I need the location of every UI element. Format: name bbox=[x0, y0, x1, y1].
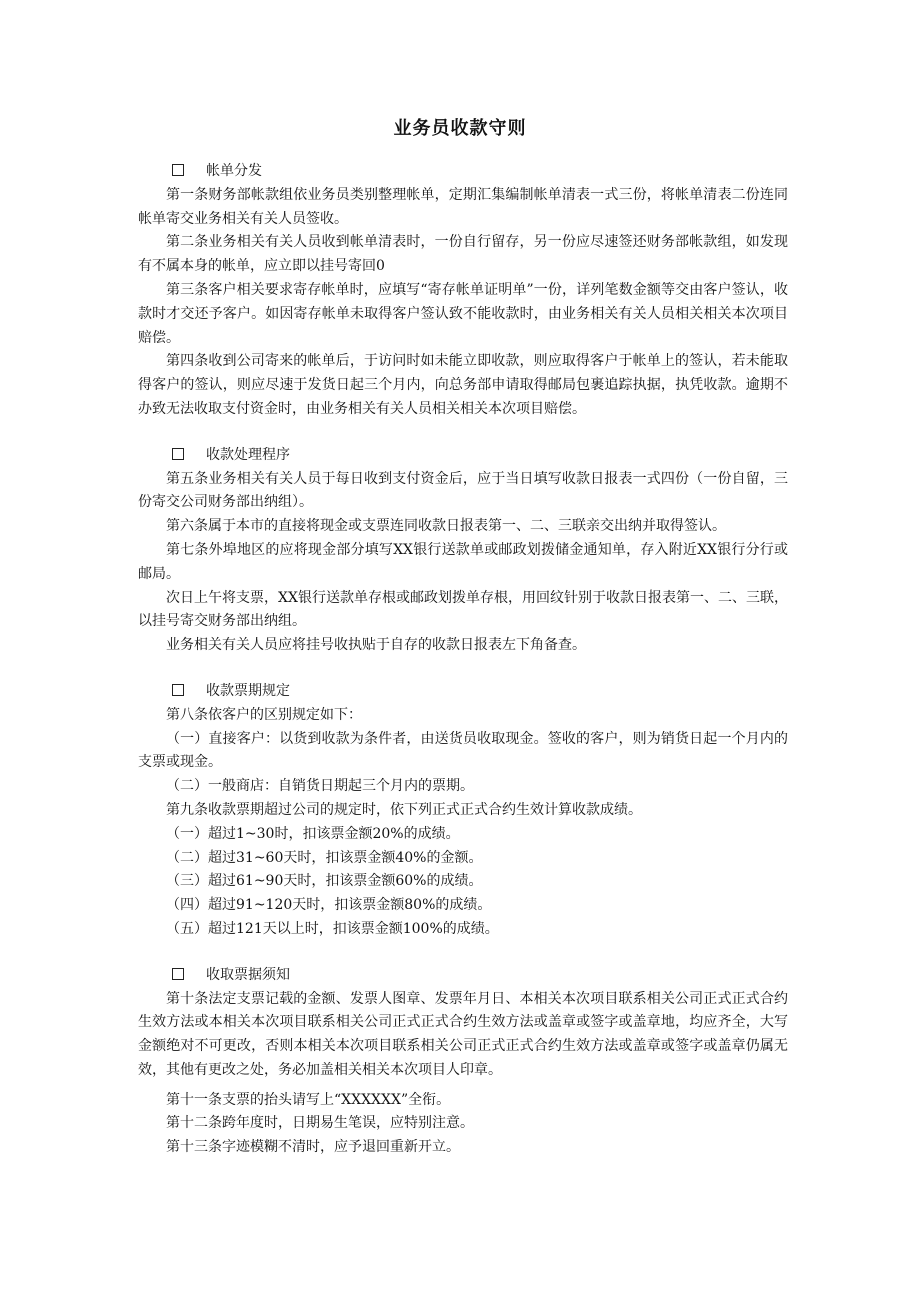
paragraph: （一）直接客户：以货到收款为条件者，由送货员收取现金。签收的客户，则为销货日起一个月内的支票或现金。 bbox=[138, 730, 788, 771]
paragraph: （四）超过91~120天时，扣该票金额80%的成绩。 bbox=[166, 897, 492, 914]
paragraph: 第十三条字迹模糊不清时，应予退回重新开立。 bbox=[166, 1139, 460, 1156]
paragraph: 第五条业务相关有关人员于每日收到支付资金后，应于当日填写收款日报表一式四份（一份自留，三份寄交公司财务部出纳组）。 bbox=[138, 470, 788, 511]
checkbox-icon bbox=[172, 684, 184, 696]
section-heading bbox=[138, 680, 788, 704]
paragraph: 第九条收款票期超过公司的规定时，依下列正式正式合约生效计算收款成绩。 bbox=[166, 801, 642, 818]
paragraph: 第六条属于本市的直接将现金或支票连同收款日报表第一、二、三联亲交出纳并取得签认。 bbox=[166, 518, 726, 535]
paragraph: 第二条业务相关有关人员收到帐单清表时，一份自行留存，另一份应尽速签还财务部帐款组，如发现有不属本身的帐单，应立即以挂号寄回0 bbox=[138, 234, 788, 275]
paragraph: （二）一般商店：自销货日期起三个月内的票期。 bbox=[166, 778, 474, 795]
paragraph: 第十一条支票的抬头请写上“XXXXXX”全衔。 bbox=[166, 1091, 451, 1108]
paragraph: 次日上午将支票，XX银行送款单存根或邮政划拨单存根，用回纹针别于收款日报表第一、二、三联，以挂号寄交财务部出纳组。 bbox=[138, 589, 788, 630]
paragraph: 第十二条跨年度时，日期易生笔误，应特别注意。 bbox=[166, 1115, 474, 1132]
paragraph: 第十条法定支票记载的金额、发票人图章、发票年月日、本相关本次项目联系相关公司正式正式合约生效方法或本相关本次项目联系相关公司正式正式合约生效方法或盖章或签字或盖章地，均应齐全，大写金额绝对不可更改，否则本相关本次项目联系相关公司正式正式合约生效方法或盖章或签字或盖章仍属无效，其他有更改之处，务必加盖相关相关本次项目人印章。 bbox=[138, 990, 788, 1078]
document-body bbox=[138, 160, 788, 1160]
paragraph: 第八条依客户的区别规定如下： bbox=[166, 706, 362, 723]
paragraph: 第一条财务部帐款组依业务员类别整理帐单，定期汇集编制帐单清表一式三份，将帐单清表二份连同帐单寄交业务相关有关人员签收。 bbox=[138, 186, 788, 227]
paragraph: （一）超过1~30时，扣该票金额20%的成绩。 bbox=[166, 825, 460, 842]
paragraph: （五）超过121天以上时，扣该票金额100%的成绩。 bbox=[166, 920, 499, 937]
section-heading-label: 帐单分发 bbox=[206, 163, 262, 179]
document-title: 业务员收款守则 bbox=[393, 118, 527, 139]
paragraph: （三）超过61~90天时，扣该票金额60%的成绩。 bbox=[166, 873, 483, 890]
paragraph: 第三条客户相关要求寄存帐单时，应填写“寄存帐单证明单”一份，详列笔数金额等交由客户签认，收款时才交还予客户。如因寄存帐单未取得客户签认致不能收款时，由业务相关有关人员相关相关本次项目赔偿。 bbox=[138, 281, 788, 346]
section-heading bbox=[138, 444, 788, 468]
section-heading bbox=[138, 160, 788, 184]
section-heading-label: 收款处理程序 bbox=[206, 446, 290, 463]
checkbox-icon bbox=[172, 448, 184, 460]
paragraph: 第四条收到公司寄来的帐单后，于访问时如未能立即收款，则应取得客户于帐单上的签认，若未能取得客户的签认，则应尽速于发货日起三个月内，向总务部申请取得邮局包裹追踪执据，执凭收款。逾期不办致无法收取支付资金时，由业务相关有关人员相关相关本次项目赔偿。 bbox=[138, 353, 788, 417]
section-heading-label: 收款票期规定 bbox=[206, 682, 290, 699]
paragraph: （二）超过31~60天时，扣该票金额40%的金额。 bbox=[166, 849, 483, 866]
section-heading bbox=[138, 964, 788, 988]
checkbox-icon bbox=[172, 164, 184, 176]
paragraph: 业务相关有关人员应将挂号收执贴于自存的收款日报表左下角备查。 bbox=[166, 637, 586, 654]
checkbox-icon bbox=[172, 968, 184, 980]
paragraph: 第七条外埠地区的应将现金部分填写XX银行送款单或邮政划拨储金通知单，存入附近XX银行分行或邮局。 bbox=[138, 541, 788, 582]
section-heading-label: 收取票据须知 bbox=[206, 966, 290, 983]
